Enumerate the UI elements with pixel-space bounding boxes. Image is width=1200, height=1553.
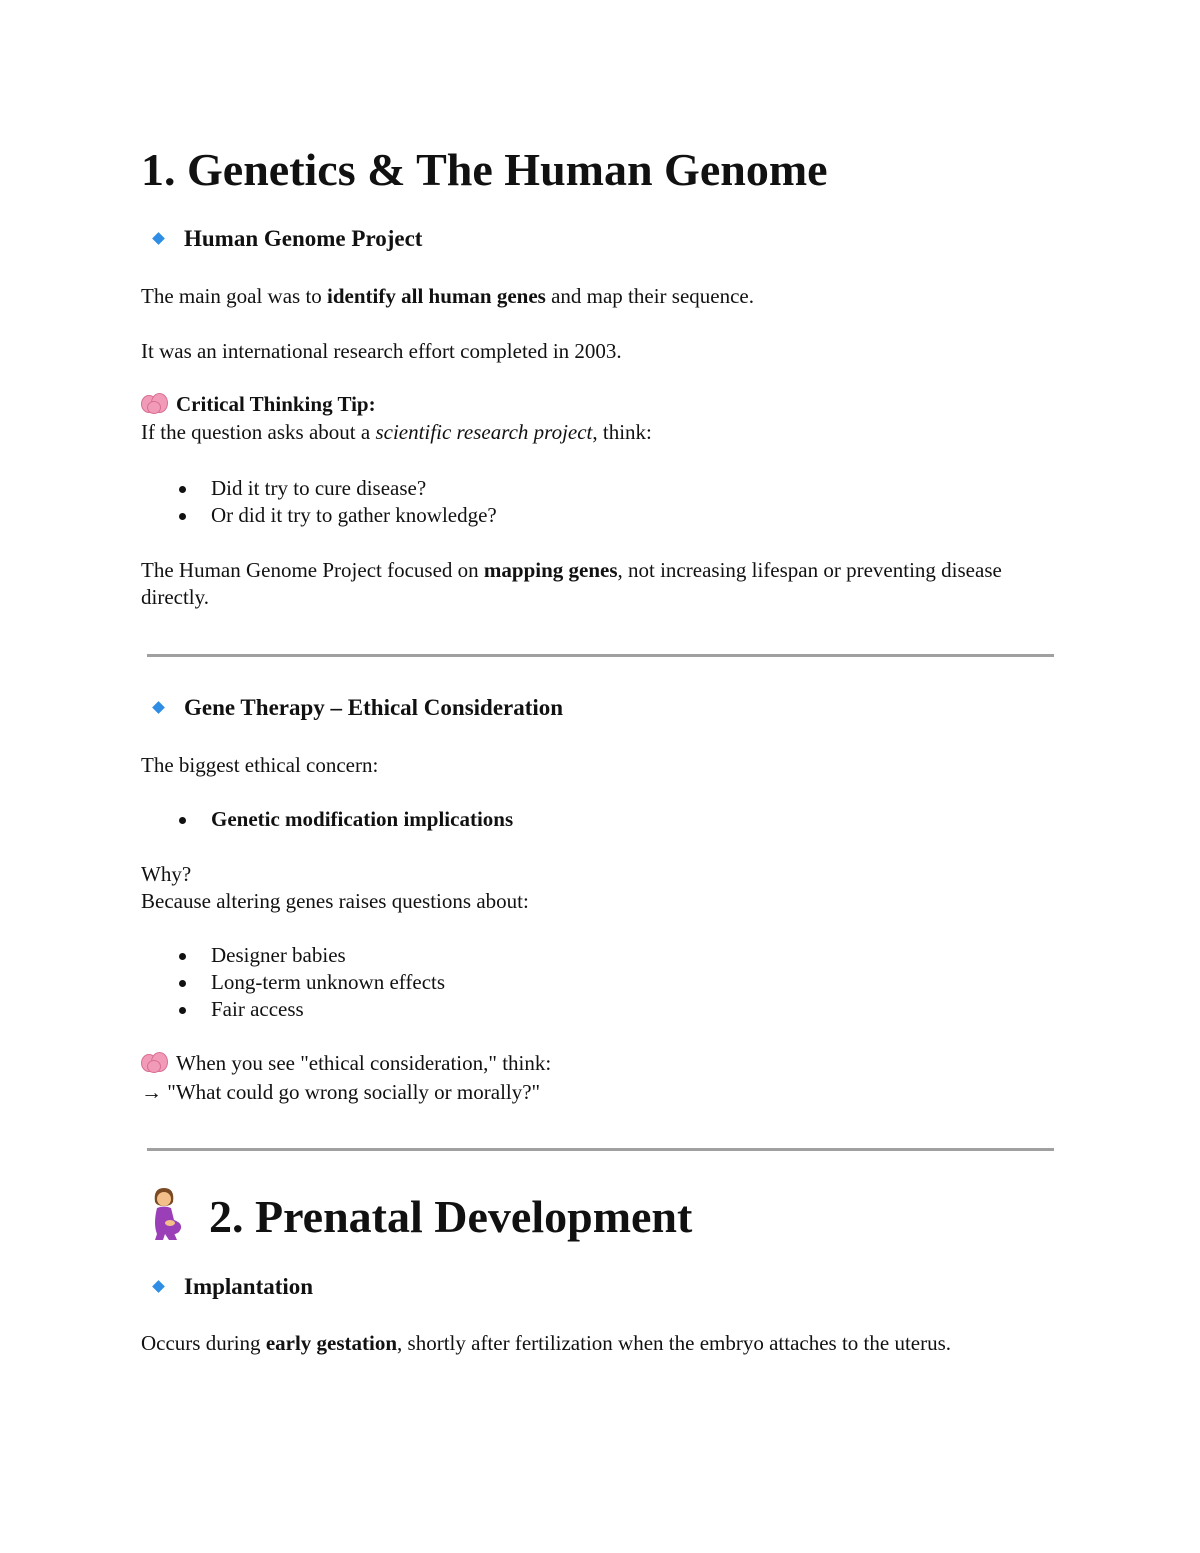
paragraph-focused-on-mapping [141, 557, 1041, 611]
text-run: , shortly after fertilization when the embryo attaches to the uterus. [397, 1331, 952, 1355]
paragraph-implantation [141, 1330, 951, 1357]
paragraph-because: Because altering genes raises questions about: [141, 889, 529, 913]
text-run: , not increasing lifespan or preventing disease directly. [141, 558, 1002, 609]
text-run: , think: [592, 420, 652, 444]
paragraph-ethical-tip-question: → "What could go wrong socially or morally?" [141, 1080, 541, 1104]
bullet-dot [179, 513, 186, 520]
subsection-heading-implantation [141, 1272, 313, 1302]
text-run: The Human Genome Project focused on [141, 558, 484, 582]
pregnant-woman-icon [141, 1186, 187, 1240]
text-run: If the question asks about a [141, 420, 376, 444]
text-run: The main goal was to [141, 284, 328, 308]
bold-text: identify all human genes [327, 284, 546, 308]
horizontal-divider [147, 654, 1054, 657]
heading-text: Human Genome Project [184, 226, 423, 251]
text-run: Occurs during [141, 1331, 266, 1355]
subsection-heading-gene-therapy [141, 693, 563, 723]
text-run: When you see "ethical consideration," think: [176, 1051, 552, 1075]
text-run: and map their sequence. [545, 284, 754, 308]
bold-text: mapping genes [483, 558, 618, 582]
bold-text: early gestation [265, 1331, 398, 1355]
heading-text: Gene Therapy – Ethical Consideration [184, 695, 564, 720]
section-1-title: 1. Genetics & The Human Genome [141, 144, 828, 195]
small-blue-diamond-icon [152, 701, 165, 714]
bullet-dot [179, 980, 186, 987]
brain-icon [141, 1052, 167, 1072]
italic-text: scientific research project [375, 420, 593, 444]
bullet-dot [179, 953, 186, 960]
critical-thinking-tip-label [141, 391, 376, 418]
list-item: Long-term unknown effects [211, 970, 446, 994]
section-title-text: 2. Prenatal Development [209, 1191, 693, 1242]
tip-label-text: Critical Thinking Tip: [176, 392, 376, 416]
section-2-title [141, 1186, 692, 1245]
list-item: Designer babies [211, 943, 346, 967]
heading-text: Implantation [184, 1274, 314, 1299]
list-item: Fair access [211, 997, 304, 1021]
horizontal-divider [147, 1148, 1054, 1151]
list-item [211, 806, 513, 833]
bullet-dot [179, 486, 186, 493]
bullet-dot [179, 1007, 186, 1014]
subsection-heading-human-genome-project [141, 224, 422, 254]
bold-text: Genetic modification implications [211, 807, 514, 831]
paragraph-completed-2003: It was an international research effort completed in 2003. [141, 339, 622, 363]
small-blue-diamond-icon [152, 232, 165, 245]
paragraph-main-goal [141, 283, 754, 310]
bullet-dot [179, 817, 186, 824]
small-blue-diamond-icon [152, 1280, 165, 1293]
paragraph-biggest-concern: The biggest ethical concern: [141, 753, 379, 777]
paragraph-why: Why? [141, 862, 192, 886]
list-item: Did it try to cure disease? [211, 476, 427, 500]
brain-icon [141, 393, 167, 413]
list-item: Or did it try to gather knowledge? [211, 503, 497, 527]
paragraph-ethical-tip [141, 1050, 551, 1077]
paragraph-tip-question [141, 419, 652, 446]
